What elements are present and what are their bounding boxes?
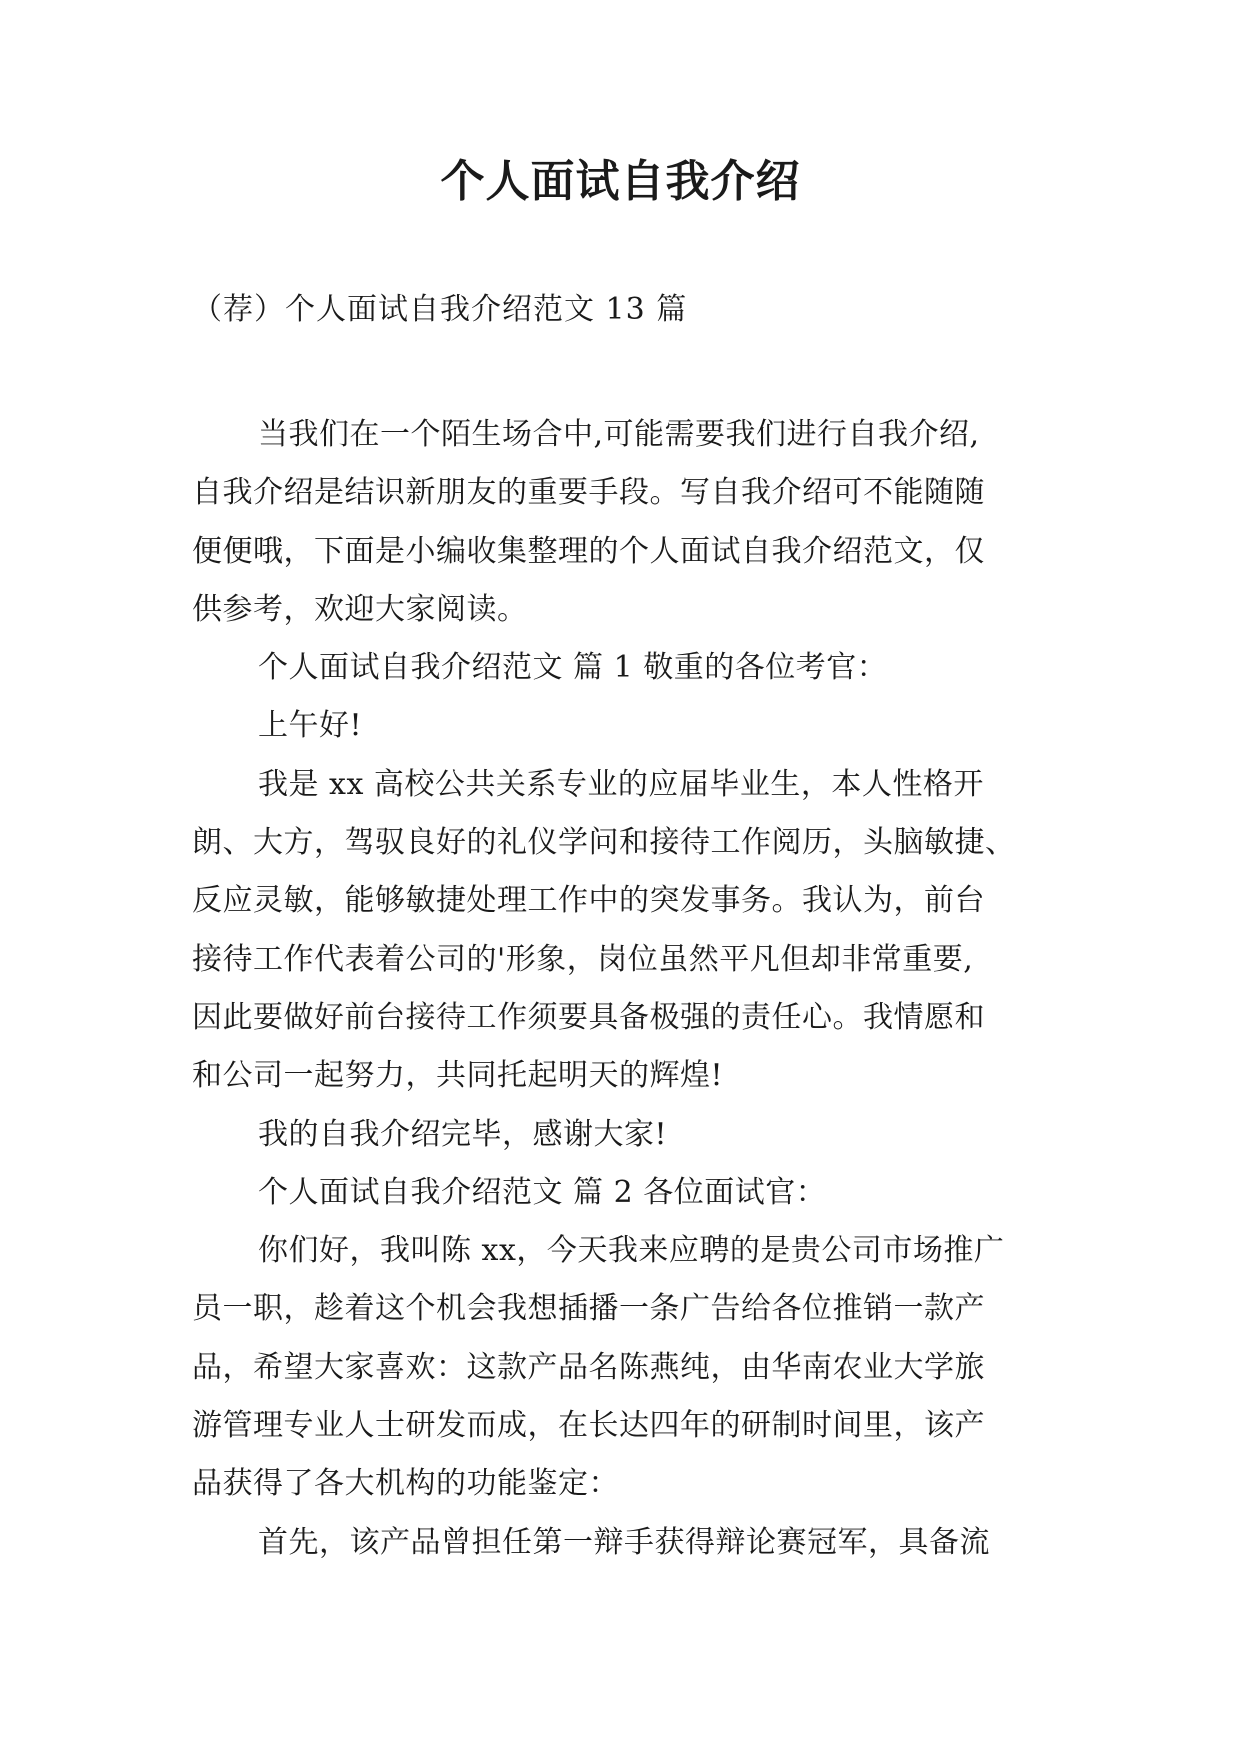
text-line: 你们好，我叫陈 xx，今天我来应聘的是贵公司市场推广	[258, 1233, 1005, 1269]
text-line: 接待工作代表着公司的'形象，岗位虽然平凡但却非常重要,	[192, 941, 974, 977]
text-line: 和公司一起努力，共同托起明天的辉煌!	[192, 1058, 724, 1094]
text-line: 首先，该产品曾担任第一辩手获得辩论赛冠军，具备流	[258, 1524, 990, 1560]
text-line: 我的自我介绍完毕，感谢大家!	[258, 1116, 668, 1152]
document-subtitle: （荐）个人面试自我介绍范文 13 篇	[192, 292, 688, 327]
text-line: 上午好!	[258, 708, 363, 744]
text-line: 员一职，趁着这个机会我想插播一条广告给各位推销一款产	[192, 1291, 985, 1327]
text-line: 供参考，欢迎大家阅读。	[192, 591, 528, 627]
text-line: 游管理专业人士研发而成，在长达四年的研制时间里，该产	[192, 1408, 985, 1444]
text-line: 当我们在一个陌生场合中,可能需要我们进行自我介绍,	[258, 417, 980, 452]
text-line: 因此要做好前台接待工作须要具备极强的责任心。我情愿和	[192, 999, 985, 1035]
text-line: 朗、大方，驾驭良好的礼仪学问和接待工作阅历，头脑敏捷、	[192, 825, 1016, 861]
text-line: 品，希望大家喜欢：这款产品名陈燕纯，由华南农业大学旅	[192, 1349, 985, 1385]
text-line: 个人面试自我介绍范文 篇 1 敬重的各位考官：	[258, 650, 888, 686]
text-line: 自我介绍是结识新朋友的重要手段。写自我介绍可不能随随	[192, 475, 985, 511]
text-line: 个人面试自我介绍范文 篇 2 各位面试官：	[258, 1174, 827, 1210]
document-body	[192, 406, 1052, 1572]
text-line: 便便哦，下面是小编收集整理的个人面试自我介绍范文，仅	[192, 533, 985, 569]
document-title: 个人面试自我介绍	[440, 156, 801, 207]
text-line: 品获得了各大机构的功能鉴定：	[192, 1466, 619, 1502]
text-line: 我是 xx 高校公共关系专业的应届毕业生，本人性格开	[258, 766, 984, 802]
text-line: 反应灵敏，能够敏捷处理工作中的突发事务。我认为，前台	[192, 883, 985, 919]
